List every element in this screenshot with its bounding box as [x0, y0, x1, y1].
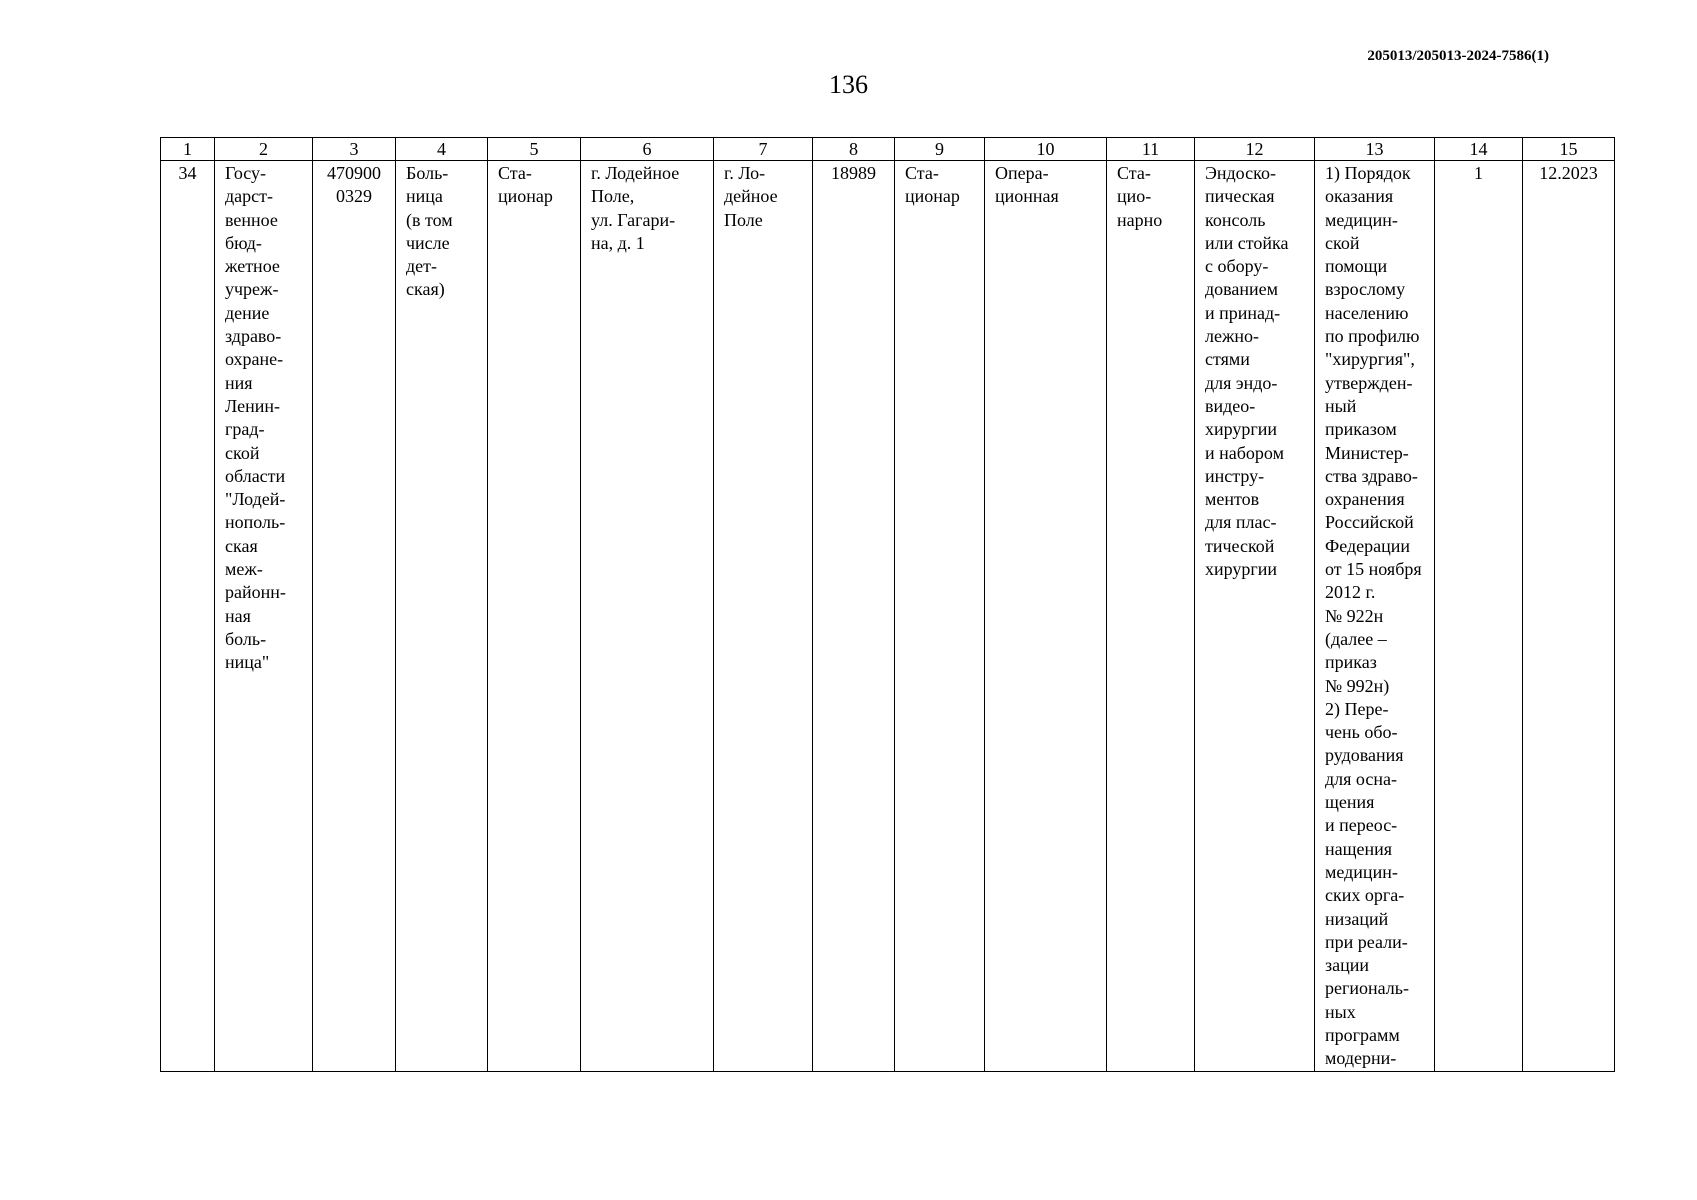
cell-line: (в том: [406, 209, 453, 230]
cell-line: 2) Пере-: [1325, 698, 1389, 719]
cell-line: для осна-: [1325, 768, 1397, 789]
cell-equipment: [1195, 161, 1315, 1072]
cell-line: жетное: [225, 256, 280, 277]
cell-line: Ленин-: [225, 395, 280, 416]
cell-locality: [714, 161, 813, 1072]
cell-line: № 922н: [1325, 605, 1384, 626]
document-id: 205013/205013-2024-7586(1): [1367, 48, 1549, 64]
cell-line: для эндо-: [1205, 372, 1278, 393]
cell-line: или стойка: [1205, 232, 1289, 253]
cell-line: ментов: [1205, 489, 1260, 510]
cell-line: ционная: [995, 186, 1059, 207]
column-number-8: 8: [813, 138, 895, 161]
cell-room: [985, 161, 1107, 1072]
cell-line: районн-: [225, 582, 286, 603]
cell-care-condition: [488, 161, 581, 1072]
cell-line: Российской: [1325, 512, 1414, 533]
cell-line: инстру-: [1205, 465, 1265, 486]
column-number-10: 10: [985, 138, 1107, 161]
cell-line: ница: [406, 186, 443, 207]
column-number-4: 4: [396, 138, 488, 161]
cell-line: приказ: [1325, 652, 1377, 673]
cell-line: бюд-: [225, 232, 262, 253]
cell-line: дованием: [1205, 279, 1279, 300]
cell-line: помощи: [1325, 256, 1388, 277]
cell-line: здраво-: [225, 326, 282, 347]
cell-facility-type: [396, 161, 488, 1072]
cell-line: медицин-: [1325, 209, 1398, 230]
cell-date: [1523, 161, 1615, 1072]
column-number-5: 5: [488, 138, 581, 161]
cell-line: консоль: [1205, 209, 1266, 230]
cell-line: дет-: [406, 256, 438, 277]
table-row: [161, 161, 1615, 1072]
cell-unit-type: [895, 161, 985, 1072]
cell-line: оказания: [1325, 186, 1394, 207]
cell-line: зации: [1325, 955, 1369, 976]
cell-line: Поле: [724, 209, 763, 230]
column-number-13: 13: [1315, 138, 1435, 161]
cell-line: 18989: [831, 163, 876, 183]
cell-line: Ста-: [1117, 163, 1151, 183]
cell-line: программ: [1325, 1024, 1400, 1045]
cell-line: приказом: [1325, 419, 1397, 440]
cell-line: 34: [178, 163, 197, 183]
column-number-12: 12: [1195, 138, 1315, 161]
cell-line: по профилю: [1325, 326, 1420, 347]
page-number: 136: [829, 70, 868, 99]
cell-line: на, д. 1: [591, 232, 645, 253]
cell-line: Федерации: [1325, 535, 1411, 556]
cell-line: при реали-: [1325, 931, 1408, 952]
registry-table: [160, 137, 1615, 1072]
cell-line: рудования: [1325, 745, 1404, 766]
column-number-3: 3: [313, 138, 396, 161]
cell-line: охране-: [225, 349, 284, 370]
cell-line: Эндоско-: [1205, 163, 1276, 183]
cell-line: утвержден-: [1325, 372, 1413, 393]
cell-organization-name: [215, 161, 313, 1072]
cell-row-number: [161, 161, 215, 1072]
cell-line: Ста-: [905, 163, 939, 183]
cell-line: ционар: [905, 186, 960, 207]
cell-line: числе: [406, 232, 450, 253]
cell-line: модерни-: [1325, 1048, 1397, 1069]
cell-line: хирургии: [1205, 419, 1278, 440]
cell-line: и набором: [1205, 442, 1284, 463]
cell-line: с обору-: [1205, 256, 1269, 277]
column-number-11: 11: [1107, 138, 1195, 161]
cell-line: от 15 ноября: [1325, 559, 1422, 580]
cell-line: град-: [225, 419, 265, 440]
column-number-15: 15: [1523, 138, 1615, 161]
column-number-14: 14: [1435, 138, 1523, 161]
cell-line: медицин-: [1325, 861, 1398, 882]
column-number-9: 9: [895, 138, 985, 161]
cell-line: нарно: [1117, 209, 1163, 230]
cell-line: ционар: [498, 186, 553, 207]
cell-line: хирургии: [1205, 559, 1278, 580]
cell-line: пическая: [1205, 186, 1275, 207]
cell-line: Ста-: [498, 163, 532, 183]
cell-line: нащения: [1325, 838, 1393, 859]
cell-line: тической: [1205, 535, 1275, 556]
cell-line: нополь-: [225, 512, 286, 533]
cell-code: [813, 161, 895, 1072]
cell-line: № 992н): [1325, 675, 1390, 696]
cell-line: региональ-: [1325, 978, 1409, 999]
cell-line: Министер-: [1325, 442, 1409, 463]
cell-line: учреж-: [225, 279, 279, 300]
cell-line: ская: [225, 535, 258, 556]
cell-line: ных: [1325, 1001, 1356, 1022]
cell-line: цио-: [1117, 186, 1152, 207]
cell-line: Опера-: [995, 163, 1049, 183]
cell-line: меж-: [225, 559, 263, 580]
cell-line: ная: [225, 605, 251, 626]
cell-line: дейное: [724, 186, 778, 207]
cell-line: г. Ло-: [724, 163, 766, 183]
cell-line: чень обо-: [1325, 722, 1398, 743]
column-number-2: 2: [215, 138, 313, 161]
cell-address: [581, 161, 714, 1072]
cell-line: ства здраво-: [1325, 465, 1418, 486]
cell-line: (далее –: [1325, 628, 1387, 649]
cell-line: и переос-: [1325, 815, 1398, 836]
cell-line: ских орга-: [1325, 885, 1405, 906]
cell-line: низаций: [1325, 908, 1389, 929]
cell-line: 1) Порядок: [1325, 163, 1411, 183]
cell-line: боль-: [225, 628, 267, 649]
cell-line: охранения: [1325, 489, 1405, 510]
cell-line: ская): [406, 279, 445, 300]
cell-line: ния: [225, 372, 253, 393]
cell-line: для плас-: [1205, 512, 1277, 533]
cell-line: дарст-: [225, 186, 273, 207]
cell-line: венное: [225, 209, 278, 230]
cell-line: ской: [1325, 232, 1360, 253]
cell-quantity: [1435, 161, 1523, 1072]
cell-line: населению: [1325, 302, 1409, 323]
cell-line: ный: [1325, 395, 1357, 416]
cell-line: Госу-: [225, 163, 267, 183]
cell-line: видео-: [1205, 395, 1256, 416]
cell-line: 2012 г.: [1325, 582, 1376, 603]
cell-line: 0329: [336, 186, 372, 207]
column-number-row: [161, 138, 1615, 161]
cell-line: Боль-: [406, 163, 449, 183]
column-number-6: 6: [581, 138, 714, 161]
cell-line: ской: [225, 442, 260, 463]
cell-line: 470900: [327, 163, 381, 183]
cell-line: стями: [1205, 349, 1250, 370]
cell-line: взрослому: [1325, 279, 1406, 300]
cell-line: Поле,: [591, 186, 635, 207]
cell-line: 12.2023: [1539, 163, 1598, 183]
cell-line: лежно-: [1205, 326, 1260, 347]
cell-line: щения: [1325, 792, 1375, 813]
cell-line: области: [225, 465, 286, 486]
cell-line: "хирургия",: [1325, 349, 1415, 370]
cell-line: "Лодей-: [225, 489, 286, 510]
cell-line: ул. Гагари-: [591, 209, 676, 230]
column-number-7: 7: [714, 138, 813, 161]
column-number-1: 1: [161, 138, 215, 161]
cell-regulation: [1315, 161, 1435, 1072]
cell-mode: [1107, 161, 1195, 1072]
cell-line: и принад-: [1205, 302, 1281, 323]
cell-line: ница": [225, 652, 270, 673]
cell-inn: [313, 161, 396, 1072]
cell-line: 1: [1474, 163, 1483, 183]
cell-line: г. Лодейное: [591, 163, 680, 183]
cell-line: дение: [225, 302, 270, 323]
